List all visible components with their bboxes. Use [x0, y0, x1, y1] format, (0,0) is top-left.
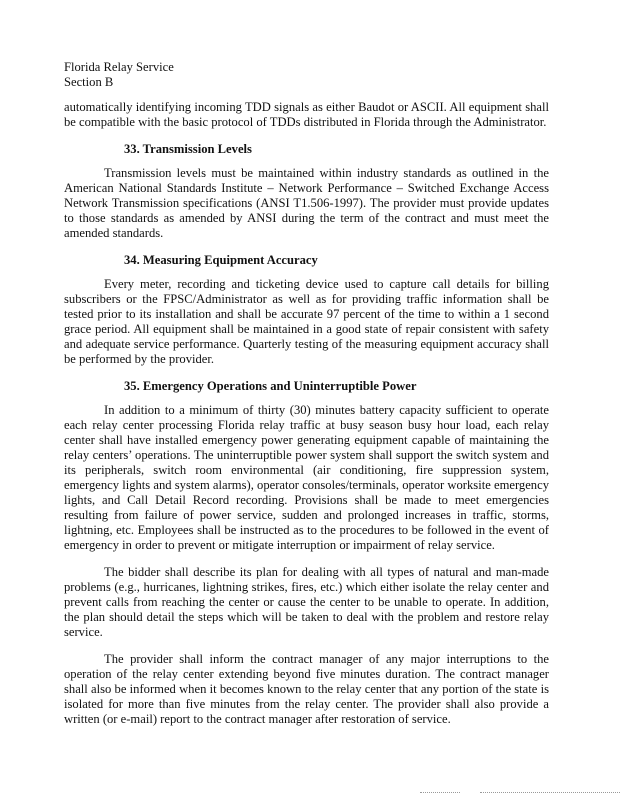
section-35-paragraph-1: In addition to a minimum of thirty (30) minutes battery capacity sufficient to operate each relay center processing Florida relay traffic at busy season busy hour load, each relay center shall have installed emergency power generating equipment capable of maintaining the relay centers’ operations. The uninterruptible power system shall support the switch system and its peripherals, switch room environmental (air conditioning, fire suppression system, emergency lights and system alarms), operator consoles/terminals, operator worksite emergency lights, and Call Detail Record recording. Provisions shall be made to meet emergencies resulting from failure of power service, sudden and prolonged increases in traffic, storms, lightning, etc. Employees shall be instructed as to the procedures to be followed in the event of emergency in order to prevent or mitigate interruption or impairment of relay service. — [64, 403, 549, 552]
document-body — [64, 100, 549, 727]
section-35-paragraph-2: The bidder shall describe its plan for dealing with all types of natural and man-made problems (e.g., hurricanes, lightning strikes, fires, etc.) which either isolate the relay center and prevent calls from reaching the center or cause the center to be unable to operate. In addition, the plan should detail the steps which will be taken to deal with the problem and restore relay service. — [64, 565, 549, 639]
page-header — [64, 60, 174, 90]
header-section: Section B — [64, 75, 114, 89]
footer-rule-right — [480, 792, 620, 793]
section-34-paragraph: Every meter, recording and ticketing device used to capture call details for billing subscribers or the FPSC/Administrator as well as for providing traffic information shall be tested prior to its installation and shall be accurate 97 percent of the time to within a 1 second grace period. All equipment shall be maintained in a good state of repair consistent with safety and adequate service performance. Quarterly testing of the measuring equipment accuracy shall be performed by the provider. — [64, 277, 549, 366]
footer-rule-left — [420, 792, 460, 793]
section-34-heading: 34. Measuring Equipment Accuracy — [124, 253, 318, 267]
section-33-heading: 33. Transmission Levels — [124, 142, 252, 156]
section-33-paragraph: Transmission levels must be maintained within industry standards as outlined in the American National Standards Institute – Network Performance – Switched Exchange Access Network Transmission specifications (ANSI T1.506-1997). The provider must provide updates to those standards as amended by ANSI during the term of the contract and must meet the amended standards. — [64, 166, 549, 240]
section-35-paragraph-3: The provider shall inform the contract manager of any major interruptions to the operation of the relay center extending beyond five minutes duration. The contract manager shall also be informed when it becomes known to the relay center that any portion of the state is isolated for more than five minutes from the relay center. The provider shall also provide a written (or e-mail) report to the contract manager after restoration of service. — [64, 652, 549, 726]
section-35-heading: 35. Emergency Operations and Uninterruptible Power — [124, 379, 417, 393]
header-title: Florida Relay Service — [64, 60, 174, 74]
intro-paragraph: automatically identifying incoming TDD signals as either Baudot or ASCII. All equipment shall be compatible with the basic protocol of TDDs distributed in Florida through the Administrator. — [64, 100, 549, 129]
